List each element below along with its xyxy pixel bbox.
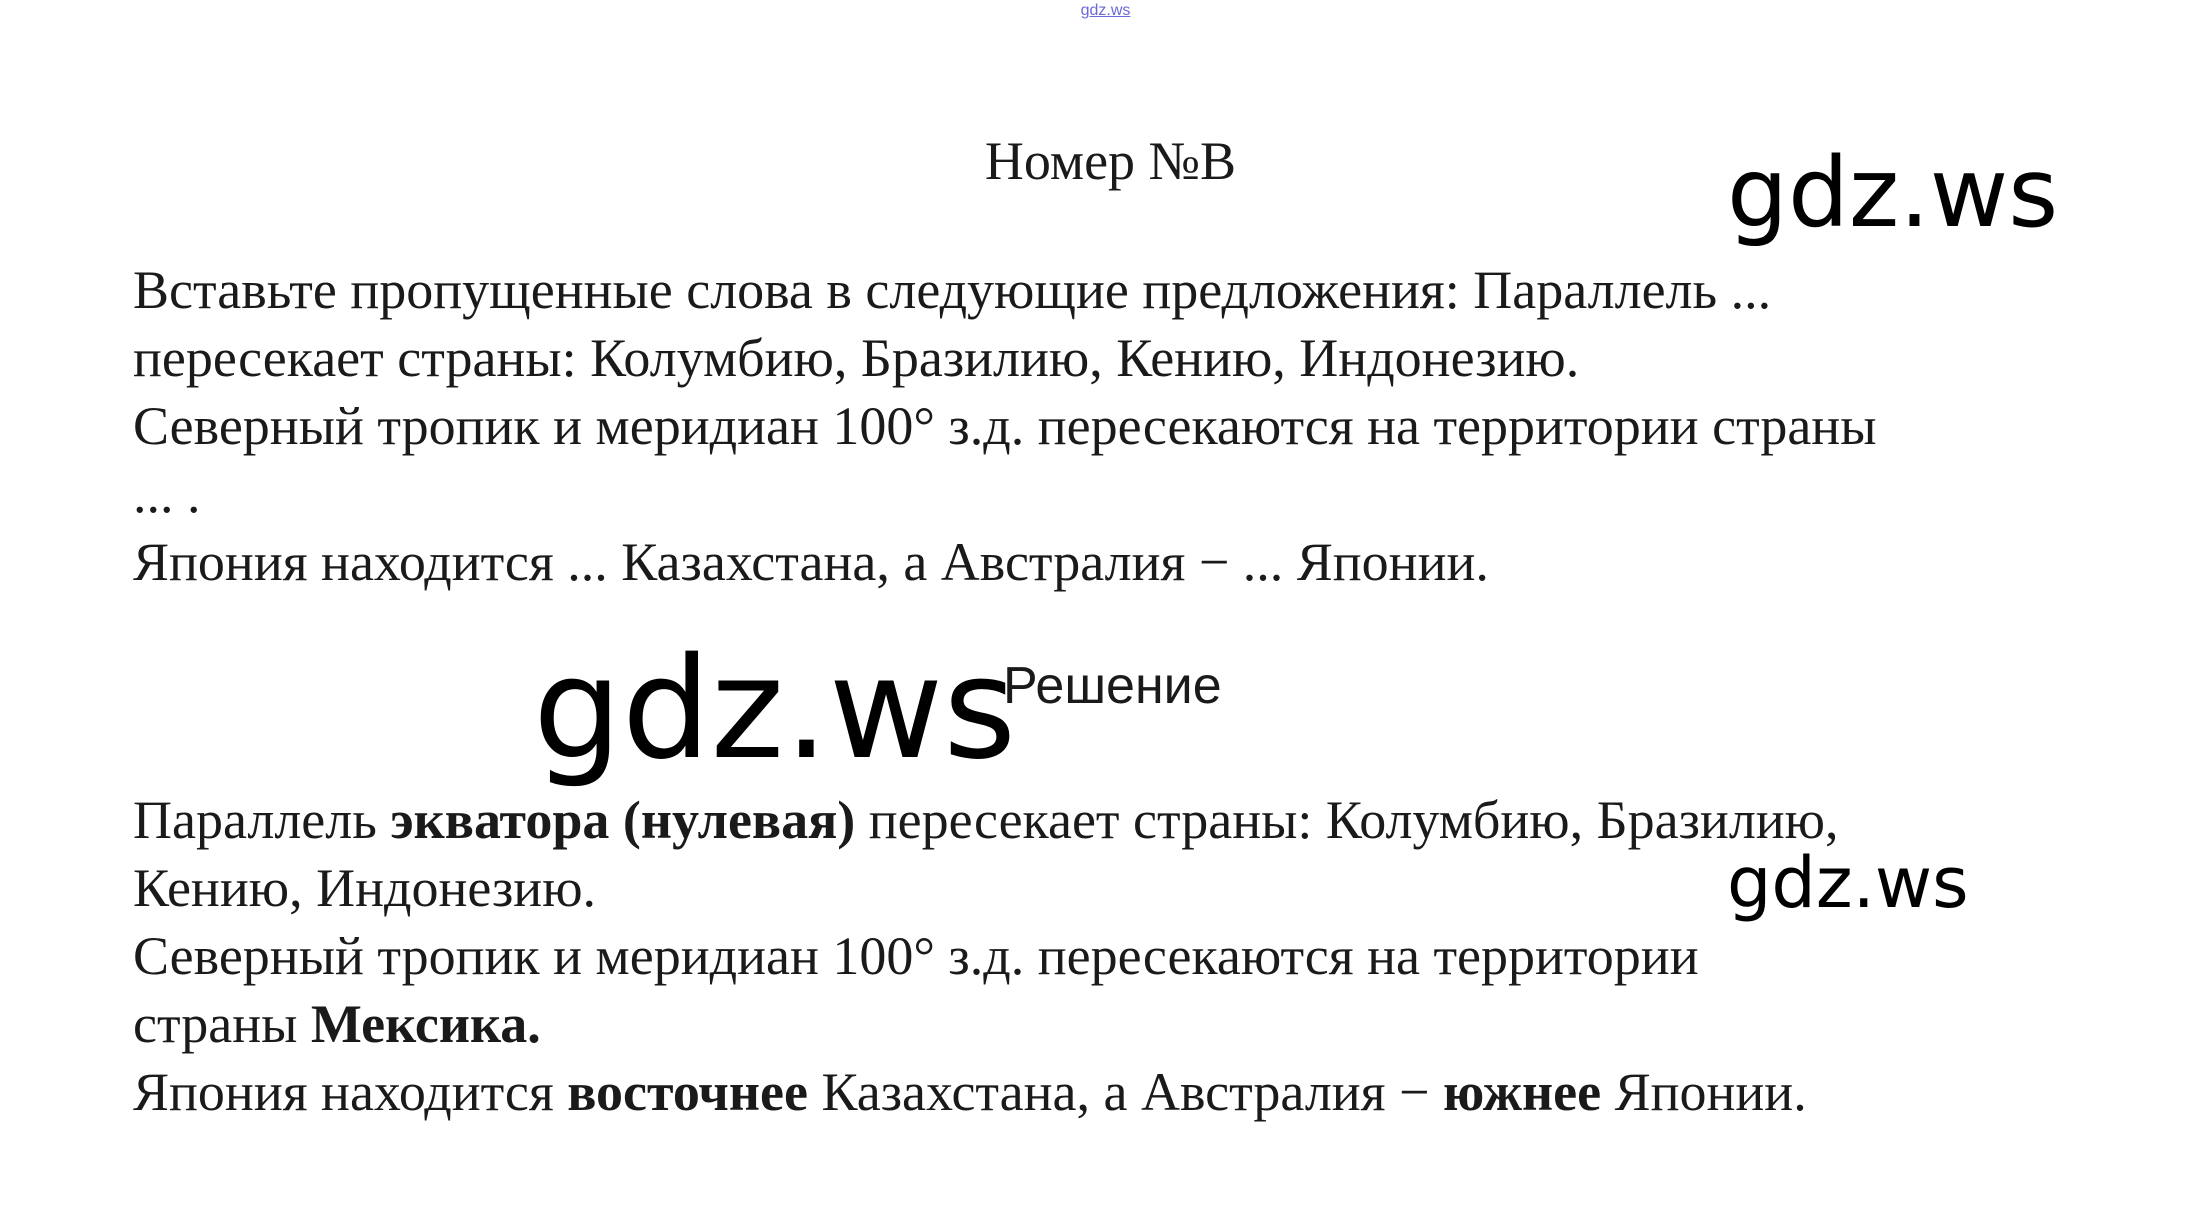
solution-line [133, 1058, 2133, 1126]
solution-text [133, 786, 2133, 1126]
solution-text-run: страны [133, 994, 311, 1054]
solution-text-run: Японии. [1601, 1062, 1807, 1122]
solution-answer: экватора (нулевая) [390, 790, 856, 850]
watermark-logo: gdz.ws [1727, 842, 1969, 924]
solution-answer: южнее [1442, 1062, 1602, 1122]
watermark-logo: gdz.ws [533, 628, 1017, 791]
solution-answer: Мексика. [310, 994, 541, 1054]
solution-heading: Решение [1003, 657, 1222, 715]
solution-answer: восточнее [567, 1062, 808, 1122]
solution-line [133, 786, 2133, 854]
task-line: Япония находится ... Казахстана, а Австралия − ... Японии. [133, 532, 1489, 592]
solution-line: Кению, Индонезию. [133, 858, 597, 918]
task-text [133, 256, 2133, 596]
watermark-logo: gdz.ws [1727, 137, 2059, 249]
solution-text-run: Япония находится [133, 1062, 568, 1122]
solution-text-run: Параллель [133, 790, 391, 850]
top-watermark-link: gdz.ws [1080, 2, 1131, 19]
task-line: Вставьте пропущенные слова в следующие предложения: Параллель ... [133, 260, 1772, 320]
solution-text-run: Казахстана, а Австралия − [807, 1062, 1443, 1122]
solution-text-run: пересекает страны: Колумбию, Бразилию, [855, 790, 1839, 850]
task-line: ... . [133, 464, 201, 524]
solution-line [133, 990, 2133, 1058]
task-line: пересекает страны: Колумбию, Бразилию, Кению, Индонезию. [133, 328, 1580, 388]
solution-line: Северный тропик и меридиан 100° з.д. пересекаются на территории [133, 926, 1699, 986]
page-title: Номер №В [984, 131, 1237, 191]
task-line: Северный тропик и меридиан 100° з.д. пересекаются на территории страны [133, 396, 1877, 456]
